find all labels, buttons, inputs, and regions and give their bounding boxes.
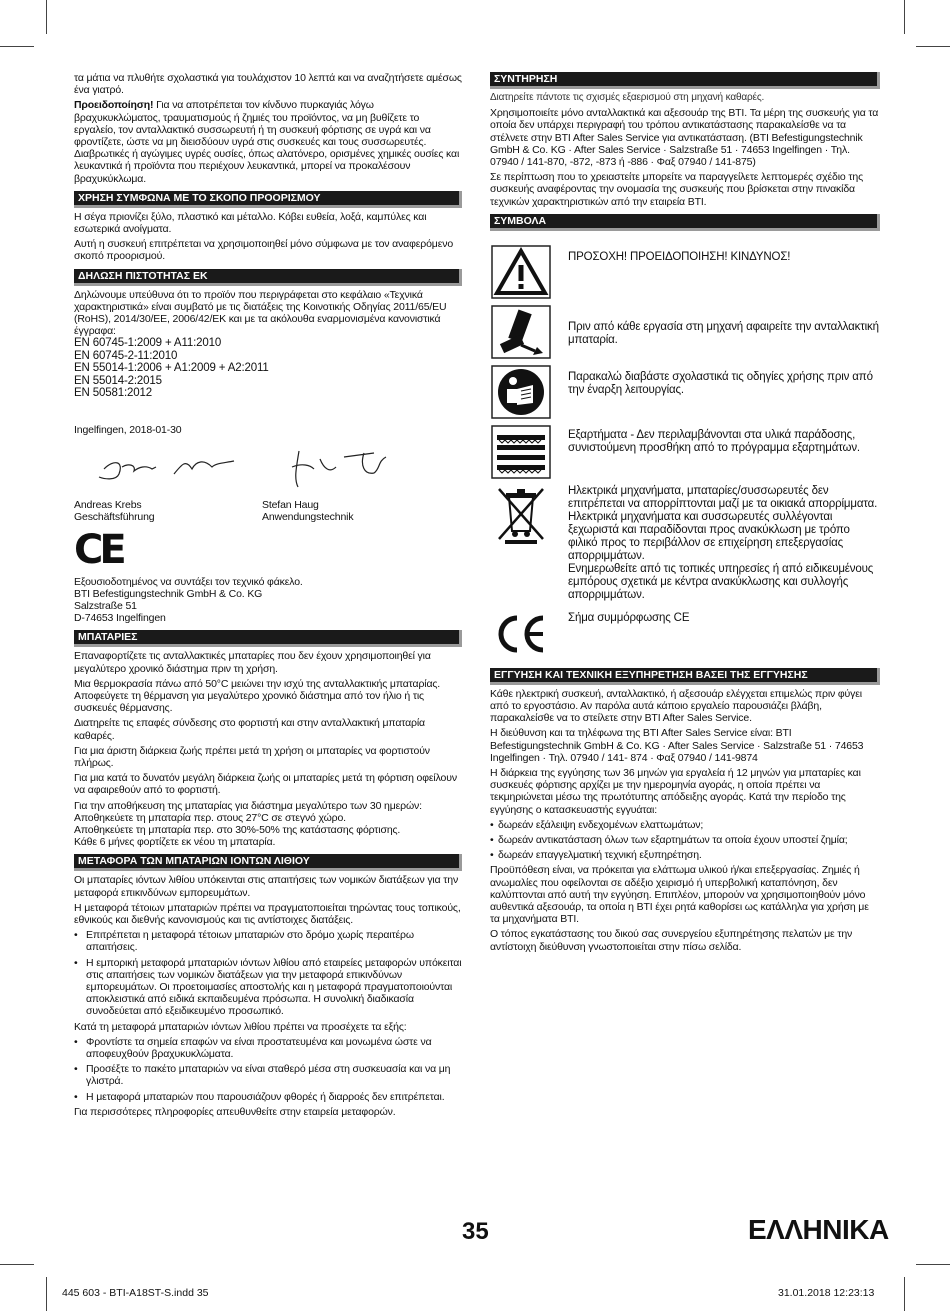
transport-paragraph: Οι μπαταρίες ιόντων λιθίου υπόκεινται στις απαιτήσεις των νομικών διατάξεων για την μεταφορά επικινδύνων εμπορευμάτων. — [74, 874, 459, 899]
list-item: • δωρεάν επαγγελματική τεχνική εξυπηρέτηση. — [490, 849, 880, 861]
maintenance-paragraph: Χρησιμοποιείτε μόνο ανταλλακτικά και αξεσουάρ της BTI. Τα μέρη της συσκευής για τα οποία δεν υπάρχει περιγραφή του τρόπου αντικατάστασης παρακαλείσθε να τα στέλνετε στην BTI After Sales Service για αντικατάσταση. (BTI Befestigungstechnik GmbH & Co. KG · After Sales Service · Salzstraße 51 · 74653 Ingelfingen · Τηλ. 07940 / 141-870, -872, -873 ή -886 · Φαξ 07940 / 141-875) — [490, 107, 879, 169]
symbol-row — [490, 365, 880, 419]
signature-images — [74, 439, 464, 499]
warning-label: Προειδοποίηση! — [74, 99, 154, 112]
battery-paragraph: Αποθηκεύετε τη μπαταρία περ. στους 27°C σε στεγνό χώρο. — [74, 811, 346, 824]
authorized-line: D-74653 Ingelfingen — [74, 612, 166, 625]
authorized-line: Salzstraße 51 — [74, 599, 137, 612]
crop-mark — [904, 0, 905, 34]
warning-text: Για να αποτρέπεται τον κίνδυνο πυρκαγιάς λόγω βραχυκυκλώματος, τραυματισμούς ή ζημιές του προϊόντος, να μη βυθίζετε το εργαλείο, τον ανταλλακτικό συσσωρευτή ή τη συσκευή φόρτισης σε υγρά και να φροντίζετε, ώστε να μη διεισδύουν υγρά στις συσκευές και τους συσσωρευτές. Διαβρωτικές ή αγώγιμες υγρές ουσίες, όπως αλατόνερο, ορισμένες χημικές ουσίες και λευκαντικά ή προϊόντα που περιέχουν λευκαντικά, μπορεί να προκαλέσουν βραχυκύκλωμα. — [74, 99, 460, 185]
signer-role: Geschäftsführung — [74, 511, 155, 524]
section-heading-ec: ΔΗΛΩΣΗ ΠΙΣΤΟΤΗΤΑΣ ΕΚ — [74, 269, 462, 286]
section-heading-transport: ΜΕΤΑΦΟΡΑ ΤΩΝ ΜΠΑΤΑΡΙΩΝ ΙΟΝΤΩΝ ΛΙΘΙΟΥ — [74, 854, 462, 871]
authorized-line: Εξουσιοδοτημένος να συντάξει τον τεχνικό φάκελο. — [74, 575, 303, 588]
warning-paragraph — [74, 99, 462, 184]
transport-paragraph: Η μεταφορά τέτοιων μπαταριών πρέπει να πραγματοποιείται τηρώντας τους τοπικούς, εθνικούς και διεθνής κανονισμούς και τις αντίστοιχες διατάξεις. — [74, 901, 461, 927]
maintenance-paragraph: Σε περίπτωση που το χρειαστείτε μπορείτε να παραγγείλετε λεπτομερές σχέδιο της συσκευής αναφέροντας την ονομασία της συσκευής που βρίσκεται στην πινακίδα τεχνικών χαρακτηριστικών από την εταιρεία BTI. — [490, 171, 863, 208]
ce-mark-icon: CE — [74, 526, 123, 573]
left-column — [74, 72, 462, 1121]
list-item: • Προσέξτε το πακέτο μπαταριών να είναι σταθερό μέσα στη συσκευασία και να μη γλιστρά. — [74, 1063, 462, 1087]
crop-mark — [904, 1277, 905, 1311]
intro-paragraph: τα μάτια να πλυθήτε σχολαστικά για τουλάχιστον 10 λεπτά και να αναζητήσετε αμέσως ένα γιατρό. — [74, 72, 462, 97]
symbol-text: Ενημερωθείτε από τις τοπικές υπηρεσίες ή από ειδικευμένους εμπόρους σχετικά με κέντρα ανακύκλωσης και συλλογής απορριμμάτων. — [568, 562, 874, 601]
warranty-paragraph: Η διάρκεια της εγγύησης των 36 μηνών για εργαλεία ή 12 μηνών για μπαταρίες και συσκευές φόρτισης αρχίζει με την ημερομηνία αγοράς, η οποία πρέπει να τεκμηριώνεται μέσω της πρωτότυπης απόδειξης αγοράς. Κατά την περίοδο της εγγύησης ο κατασκευαστής εγγυάται: — [490, 767, 861, 816]
transport-list — [74, 1036, 462, 1103]
symbol-row — [490, 425, 880, 479]
page-number: 35 — [462, 1218, 489, 1245]
signer-names — [74, 499, 462, 523]
maintenance-paragraph: Διατηρείτε πάντοτε τις σχισμές εξαερισμού στη μηχανή καθαρές. — [490, 92, 765, 103]
list-item: • δωρεάν αντικατάσταση όλων των εξαρτημάτων τα οποία έχουν υποστεί ζημία; — [490, 834, 880, 846]
battery-paragraph: Αποθηκεύετε τη μπαταρία περ. στο 30%-50% της κατάστασης φόρτισης. — [74, 824, 401, 837]
read-manual-icon — [490, 365, 552, 419]
symbol-row — [490, 305, 880, 359]
standard-item: EN 60745-2-11:2010 — [74, 349, 178, 362]
standard-item: EN 55014-1:2006 + A1:2009 + A2:2011 — [74, 362, 269, 375]
crossed-bin-icon — [490, 485, 552, 545]
crop-mark — [0, 1264, 34, 1265]
warranty-paragraph: Κάθε ηλεκτρική συσκευή, ανταλλακτικό, ή αξεσουάρ ελέγχεται επιμελώς πριν φύγει από το εργοστάσιο. Αν παρόλα αυτά κάποιο εργαλείο παρουσιάζει βλάβη, παρακαλείσθε να το στείλετε στην BTI After Sales Service. — [490, 687, 862, 725]
crop-mark — [916, 46, 950, 47]
signatures — [74, 439, 462, 499]
battery-paragraph: Για την αποθήκευση της μπαταρίας για διάστημα μεγαλύτερο των 30 ημερών: — [74, 799, 422, 812]
battery-paragraph: Διατηρείτε τις επαφές σύνδεσης στο φορτιστή και στην ανταλλακτική μπαταρία καθαρές. — [74, 717, 425, 742]
crop-mark — [0, 46, 34, 47]
use-paragraph: Η σέγα πριονίζει ξύλο, πλαστικό και μέταλλο. Κόβει ευθεία, λοξά, καμπύλες και εσωτερικά ανοίγματα. — [74, 210, 427, 236]
warranty-list — [490, 819, 880, 862]
signer-name: Andreas Krebs — [74, 499, 142, 512]
list-item: • Επιτρέπεται η μεταφορά τέτοιων μπαταριών στο δρόμο χωρίς περαιτέρω απαιτήσεις. — [74, 929, 462, 953]
right-column — [490, 72, 880, 956]
list-item: • δωρεάν εξάλειψη ενδεχομένων ελαττωμάτων; — [490, 819, 880, 831]
symbol-text: Ηλεκτρικά μηχανήματα, μπαταρίες/συσσωρευτές δεν επιτρέπεται να απορρίπτονται μαζί με τα οικιακά απορρίμματα. — [568, 484, 878, 510]
transport-list — [74, 929, 462, 1017]
language-label: ΕΛΛΗΝΙΚΑ — [748, 1214, 889, 1245]
transport-paragraph: Κατά τη μεταφορά μπαταριών ιόντων λιθίου πρέπει να προσέχετε τα εξής: — [74, 1020, 407, 1033]
battery-paragraph: Για μια άριστη διάρκεια ζωής πρέπει μετά τη χρήση οι μπαταρίες να φορτιστούν πλήρως. — [74, 744, 430, 769]
place-date: Ingelfingen, 2018-01-30 — [74, 423, 182, 436]
section-heading-maintenance: ΣΥΝΤΗΡΗΣΗ — [490, 72, 880, 89]
transport-paragraph: Για περισσότερες πληροφορίες απευθυνθείτε στην εταιρεία μεταφορών. — [74, 1105, 396, 1118]
list-item: • Η εμπορική μεταφορά μπαταριών ιόντων λιθίου από εταιρείες μεταφορών υπόκειται στις απαιτήσεις των νομικών διατάξεων για την μεταφορά επικινδύνων εμπορευμάτων. Οι προετοιμασίες αποστολής και η μεταφορά πραγματοποιούνται αποκλειστικά από ειδικά εκπαιδευμένα πρόσωπα. Η συνολική διαδικασία συνοδεύεται από εξειδικευμένο προσωπικό. — [74, 957, 462, 1018]
symbol-text: Σήμα συμμόρφωσης CE — [568, 611, 690, 624]
crop-mark — [916, 1264, 950, 1265]
standard-item: EN 50581:2012 — [74, 387, 152, 400]
symbol-text: Ηλεκτρικά μηχανήματα και συσσωρευτές συλλέγονται ξεχωριστά και παραδίδονται προς ανακύκλωση με τρόπο φιλικό προς το περιβάλλον σε επιχείρηση επεξεργασίας απορριμμάτων. — [568, 510, 850, 562]
section-heading-batteries: ΜΠΑΤΑΡΙΕΣ — [74, 630, 462, 647]
symbol-row — [490, 485, 880, 602]
footer-timestamp: 31.01.2018 12:23:13 — [778, 1287, 875, 1299]
battery-paragraph: Επαναφορτίζετε τις ανταλλακτικές μπαταρίες που δεν έχουν χρησιμοποιηθεί για μεγαλύτερο χρονικό διάστημα πριν τη χρήση. — [74, 650, 431, 675]
symbol-row — [490, 612, 880, 656]
symbol-text: ΠΡΟΣΟΧΗ! ΠΡΟΕΙΔΟΠΟΙΗΣΗ! ΚΙΝΔΥΝΟΣ! — [568, 250, 791, 263]
ec-paragraph: Δηλώνουμε υπεύθυνα ότι το προϊόν που περιγράφεται στο κεφάλαιο «Τεχνικά χαρακτηριστικά» είναι συμβατό με τις διατάξεις της Κοινοτικής Οδηγίας 2011/65/EU (RoHS), 2014/30/EE, 2006/42/EK και με τα ακόλουθα εναρμονισμένα κανονιστικά έγγραφα: — [74, 288, 447, 338]
crop-mark — [46, 0, 47, 34]
battery-paragraph: Μια θερμοκρασία πάνω από 50°C μειώνει την ισχύ της ανταλλακτικής μπαταρίας. Αποφεύγετε τη θέρμανση για μεγαλύτερο χρονικό διάστημα από τον ήλιο ή τις συσκευές θέρμανσης. — [74, 677, 441, 715]
symbol-text: Εξαρτήματα - Δεν περιλαμβάνονται στα υλικά παράδοσης, συνιστούμενη προσθήκη από το πρόγραμμα εξαρτημάτων. — [568, 428, 860, 454]
use-paragraph: Αυτή η συσκευή επιτρέπεται να χρησιμοποιηθεί μόνο σύμφωνα με τον αναφερόμενο σκοπό προορισμού. — [74, 238, 454, 263]
symbol-text: Παρακαλώ διαβάστε σχολαστικά τις οδηγίες χρήσης πριν από την έναρξη λειτουργίας. — [568, 370, 873, 396]
standard-item: EN 55014-2:2015 — [74, 374, 162, 387]
saw-blades-icon — [490, 425, 552, 479]
battery-paragraph: Για μια κατά το δυνατόν μεγάλη διάρκεια ζωής οι μπαταρίες μετά τη φόρτιση οφείλουν να αφαιρεθούν από το φορτιστή. — [74, 772, 457, 797]
section-heading-use: ΧΡΗΣΗ ΣΥΜΦΩΝΑ ΜΕ ΤΟ ΣΚΟΠΟ ΠΡΟΟΡΙΣΜΟΥ — [74, 191, 462, 208]
standard-item: EN 60745-1:2009 + A11:2010 — [74, 337, 222, 350]
signer-name: Stefan Haug — [262, 499, 319, 512]
section-heading-symbols: ΣΥΜΒΟΛΑ — [490, 214, 880, 231]
symbol-text: Πριν από κάθε εργασία στη μηχανή αφαιρείτε την ανταλλακτική μπαταρία. — [568, 320, 879, 346]
warranty-paragraph: Ο τόπος εγκατάστασης του δικού σας συνεργείου εξυπηρέτησης πελατών με την αντίστοιχη διεύθυνση γνωστοποιείται στην πίσω σελίδα. — [490, 928, 853, 953]
list-item: • Η μεταφορά μπαταριών που παρουσιάζουν φθορές ή διαρροές δεν επιτρέπεται. — [74, 1091, 462, 1103]
symbol-row — [490, 245, 880, 299]
footer-file: 445 603 - BTI-A18ST-S.indd 35 — [62, 1287, 209, 1299]
list-item: • Φροντίστε τα σημεία επαφών να είναι προστατευμένα και μονωμένα ώστε να αποφευχθούν βραχυκυκλώματα. — [74, 1036, 462, 1060]
warranty-paragraph: Προϋπόθεση είναι, να πρόκειται για ελάττωμα υλικού ή/και επεξεργασίας. Ζημιές ή ανωμαλίες που οφείλονται σε αδέξιο χειρισμό ή υπερβολική καταπόνηση, δεν καλύπτονται από αυτή την εγγύηση. Επιπλέον, μπορούν να χρησιμοποιηθούν μόνο αυθεντικά αξεσουάρ, τα οποία η BTI έχει ρητά καθορίσει ως κατάλληλα για χρήση με τα μηχανήματα BTI. — [490, 864, 869, 926]
battery-paragraph: Κάθε 6 μήνες φορτίζετε εκ νέου τη μπαταρία. — [74, 836, 276, 849]
signer-role: Anwendungstechnik — [262, 511, 354, 524]
ce-mark-icon — [490, 612, 552, 656]
authorized-line: BTI Befestigungstechnik GmbH & Co. KG — [74, 587, 263, 600]
warranty-paragraph: Η διεύθυνση και τα τηλέφωνα της BTI After Sales Service είναι: BTI Befestigungstechnik GmbH & Co. KG · After Sales Service · Salzstraße 51 · 74653 Ingelfingen · Τηλ. 07940 / 141- 874 · Φαξ 07940 / 141-9874 — [490, 727, 864, 764]
remove-battery-icon — [490, 305, 552, 359]
section-heading-warranty: ΕΓΓΥΗΣΗ ΚΑΙ ΤΕΧΝΙΚΗ ΕΞΥΠΗΡΕΤΗΣΗ ΒΑΣΕΙ ΤΗΣ ΕΓΓΥΗΣΗΣ — [490, 668, 880, 685]
crop-mark — [46, 1277, 47, 1311]
warning-triangle-icon — [490, 245, 552, 299]
